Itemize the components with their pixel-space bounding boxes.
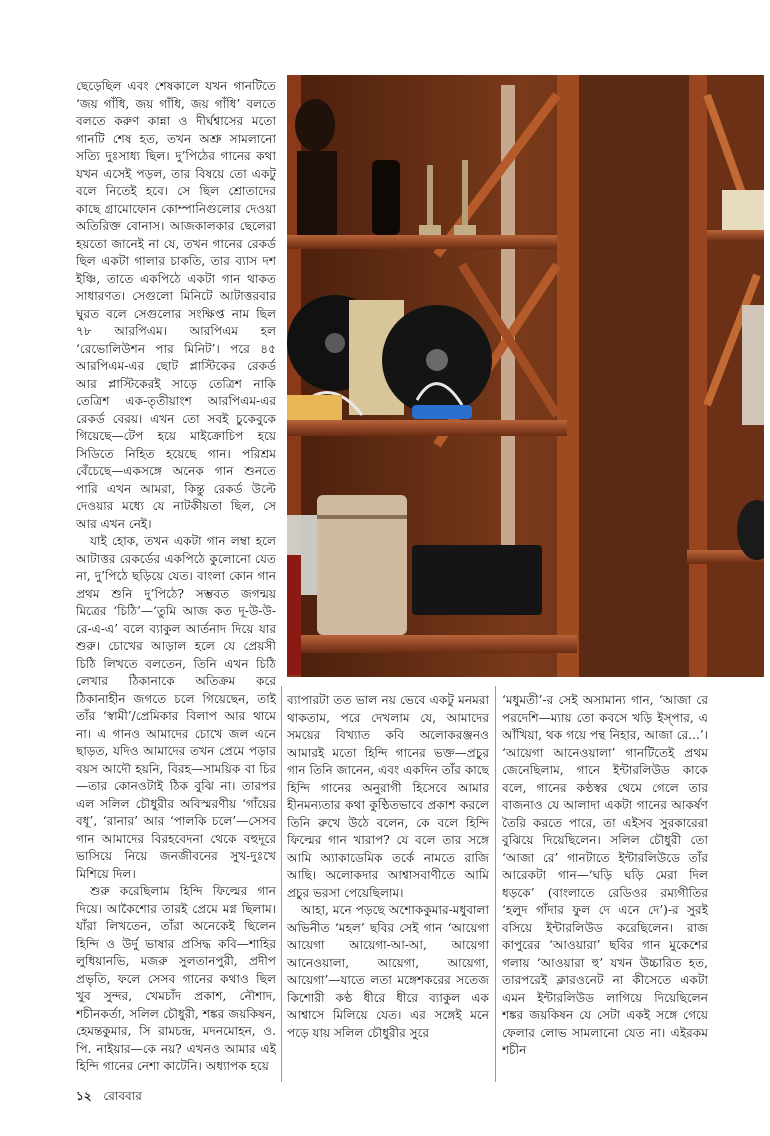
- bookshelf-illustration: [287, 75, 764, 677]
- article-paragraph: আহা, মনে পড়ছে অশোককুমার-মধুবালা অভিনীত ‘মহল’ ছবির সেই গান ‘আয়েগা আয়েগা আয়েগা-আ-আ, আয়েগা আনেওয়ালা, আয়েগা, আয়েগা, আয়েগা’—যাতে লতা মঙ্গেশকরের সতেজ কিশোরী কণ্ঠ ধীরে ধীরে ব্যাকুল এক আশ্বাসে মিলিয়ে যেত। এর সঙ্গেই মনে পড়ে যায় সলিল চৌধুরীর সুরে: [287, 903, 489, 1040]
- article-paragraph: ‘মধুমতী’-র সেই অসামান্য গান, ‘আজা রে পরদেশি—ম্যায় তো কবসে খড়ি ইস্‌পার, এ আঁখিয়া, থক গয়ে পন্থ নিহার, আজা রে...’। ‘আয়েগা আনেওয়ালা’ গানটিতেই প্রথম জেনেছিলাম, গানে ইন্টারলিউড কাকে বলে, গানের কণ্ঠস্বর থেমে গেলে তার বাজনাও যে আলাদা একটা গানের আকর্ষণ তৈরি করতে পারে, তা এইসব সুরকারেরা বুঝিয়ে দিয়েছিলেন। সলিল চৌধুরী তো ‘আজা রে’ গানটাতে ইন্টারলিউডে তাঁর আরেকটা গান—‘ঘড়ি ঘড়ি মেরা দিল ধড়কে’ (বাংলাতে রেডিওর রম্যগীতির ‘হলুদ গাঁদার ফুল দে এনে দে’)-র সুরই বসিয়ে ইন্টারলিউড করেছিলেন। রাজ কাপুরের ‘আওয়ারা’ ছবির গান মুকেশের গলায় ‘আওয়ারা হু’ যখন উচ্চারিত হত, তারপরেই ক্লারওনেট না কীসেতে একটা এমন ইন্টারলিউড লাগিয়ে দিয়েছিলেন শঙ্কর জয়কিষন যে সেটা একই সঙ্গে গেয়ে ফেলার লোভ সামলানো যেত না। এইরকম শচীন: [502, 693, 708, 1057]
- column-divider: [281, 686, 282, 1082]
- column-divider: [495, 686, 496, 1082]
- page-number: ১২: [76, 1089, 92, 1103]
- article-column-2: [287, 692, 489, 1080]
- article-paragraph: ব্যাপারটা তত ভাল নয় ভেবে একটু মনমরা থাকতাম, পরে দেখলাম যে, আমাদের সময়ের বিখ্যাত কবি অলোকরঞ্জনও আমারই মতো হিন্দি গানের ভক্ত—প্রচুর গান তিনি জানেন, এবং একদিন তাঁর কাছে হিন্দি গানের অনুরাগী হিসেবে আমার হীনমন্যতার কথা কুণ্ঠিতভাবে প্রকাশ করলে তিনি রুখে উঠে বলেন, কে বলে হিন্দি ফিল্মের গান খারাপ? যে বলে তার সঙ্গে আমি অ্যাকাডেমিক তর্কে নামতে রাজি আছি। অলোকদার আশ্বাসবাণীতে আমি প্রচুর ভরসা পেয়েছিলাম।: [287, 693, 489, 900]
- article-column-1: [76, 78, 276, 1080]
- article-paragraph: ছেড়েছিল এবং শেষকালে যখন গানটিতে ‘জয় গাঁধি, জয় গাঁধি, জয় গাঁধি’ বলতে বলতে করুণ কান্না ও দীর্ঘশ্বাসের মতো গানটি শেষ হত, তখন অশ্রু সামলানো সত্যি দুঃসাধ্য ছিল। দু’পিঠের গানের কথা যখন এসেই পড়ল, তার বিষয়ে তো একটু বলে নিতেই হবে। সে ছিল শ্রোতাদের কাছে গ্রামোফোন কোম্পানিগুলোর দেওয়া অতিরিক্ত বোনাস। আজকালকার ছেলেরা হয়তো জানেই না যে, তখন গানের রেকর্ড ছিল একটা গালার চাকতি, তার ব্যাস দশ ইঞ্চি, তাতে একপিঠে একটা গান থাকত সাধারণত। সেগুলো মিনিটে আটাত্তরবার ঘুরত বলে সেগুলোর সংক্ষিপ্ত নাম ছিল ৭৮ আরপিএম। আরপিএম হল ‘রেভোলিউশন পার মিনিট’। পরে ৪৫ আরপিএম-এর ছোট প্লাস্টিকের রেকর্ড আর প্লাস্টিকেরই সাড়ে তেত্রিশ নাকি তেত্রিশ এক-তৃতীয়াংশ আরপিএম-এর রেকর্ড বেরয়। এখন তো সবই চুকেবুকে গিয়েছে—টেপ হয়ে মাইক্রোচিপ হয়ে সিডিতে নিহিত হয়েছে গান। পরিশ্রম বেঁচেছে—একসঙ্গে অনেক গান শুনতে পারি এখন আমরা, কিন্তু রেকর্ড উল্টে দেওয়ার মধ্যে যে নাটকীয়তা ছিল, সে আর এখন নেই।: [76, 79, 276, 531]
- article-paragraph: শুরু করেছিলাম হিন্দি ফিল্মের গান দিয়ে। আকৈশোর তারই প্রেমে মগ্ন ছিলাম। যাঁরা লিখতেন, তাঁরা অনেকেই ছিলেন হিন্দি ও উর্দু ভাষার প্রসিদ্ধ কবি—শাহির লুধিয়ানভি, মজরু সুলতানপুরী, প্রদীপ প্রভৃতি, ফলে সেসব গানের কথাও ছিল খুব সুন্দর, খেমচাঁদ প্রকাশ, নৌশাদ, শচীনকর্তা, সলিল চৌধুরী, শঙ্কর জয়কিষন, হেমন্তকুমার, সি রামচন্দ্র, মদনমোহন, ও. পি. নাইয়ার—কে নয়? এখনও আমার এই হিন্দি গানের নেশা কাটেনি। অধ্যাপক হয়ে: [76, 884, 276, 1073]
- article-paragraph: যাই হোক, তখন একটা গান লম্বা হলে আটাত্তর রেকর্ডের একপিঠে কুলোনো যেত না, দু’পিঠে ছড়িয়ে যেত। বাংলা কোন গান প্রথম শুনি দু’পিঠে? সম্ভবত জগন্ময় মিত্রের ‘চিঠি’—‘তুমি আজ কত দূ-উ-উ-রে-এ-এ’ বলে ব্যাকুল আর্তনাদ দিয়ে যার শুরু। চোখের আড়াল হলে যে প্রেয়সী চিঠি লিখতে বলতেন, তিনি এখন চিঠি লেখার ঠিকানাকে অতিক্রম করে ঠিকানাহীন জগতে চলে গিয়েছেন, তাই তাঁর ‘স্বামী’/প্রেমিকার বিলাপ আর থামে না। এ গানও আমাদের চোখে জল এনে ছাড়ত, যদিও আমাদের তখন প্রেমে পড়ার বয়স আদৌ হয়নি, বিরহ—সাময়িক বা চির—তার কোনওটাই ঠিক বুঝি না। তারপর এল সলিল চৌধুরীর অবিস্মরণীয় ‘গাঁয়ের বধূ’, ‘রানার’ আর ‘পালকি চলে’—সেসব গান আমাদের বিরহবেদনা থেকে বহুদূরে ভাসিয়ে নিয়ে জনজীবনের সুখ-দুঃখে মিশিয়ে দিল।: [76, 534, 276, 881]
- bookshelf-photo: [287, 75, 764, 677]
- magazine-name: রোববার: [103, 1089, 142, 1103]
- page-footer: [76, 1088, 142, 1108]
- article-column-3: [502, 692, 708, 1080]
